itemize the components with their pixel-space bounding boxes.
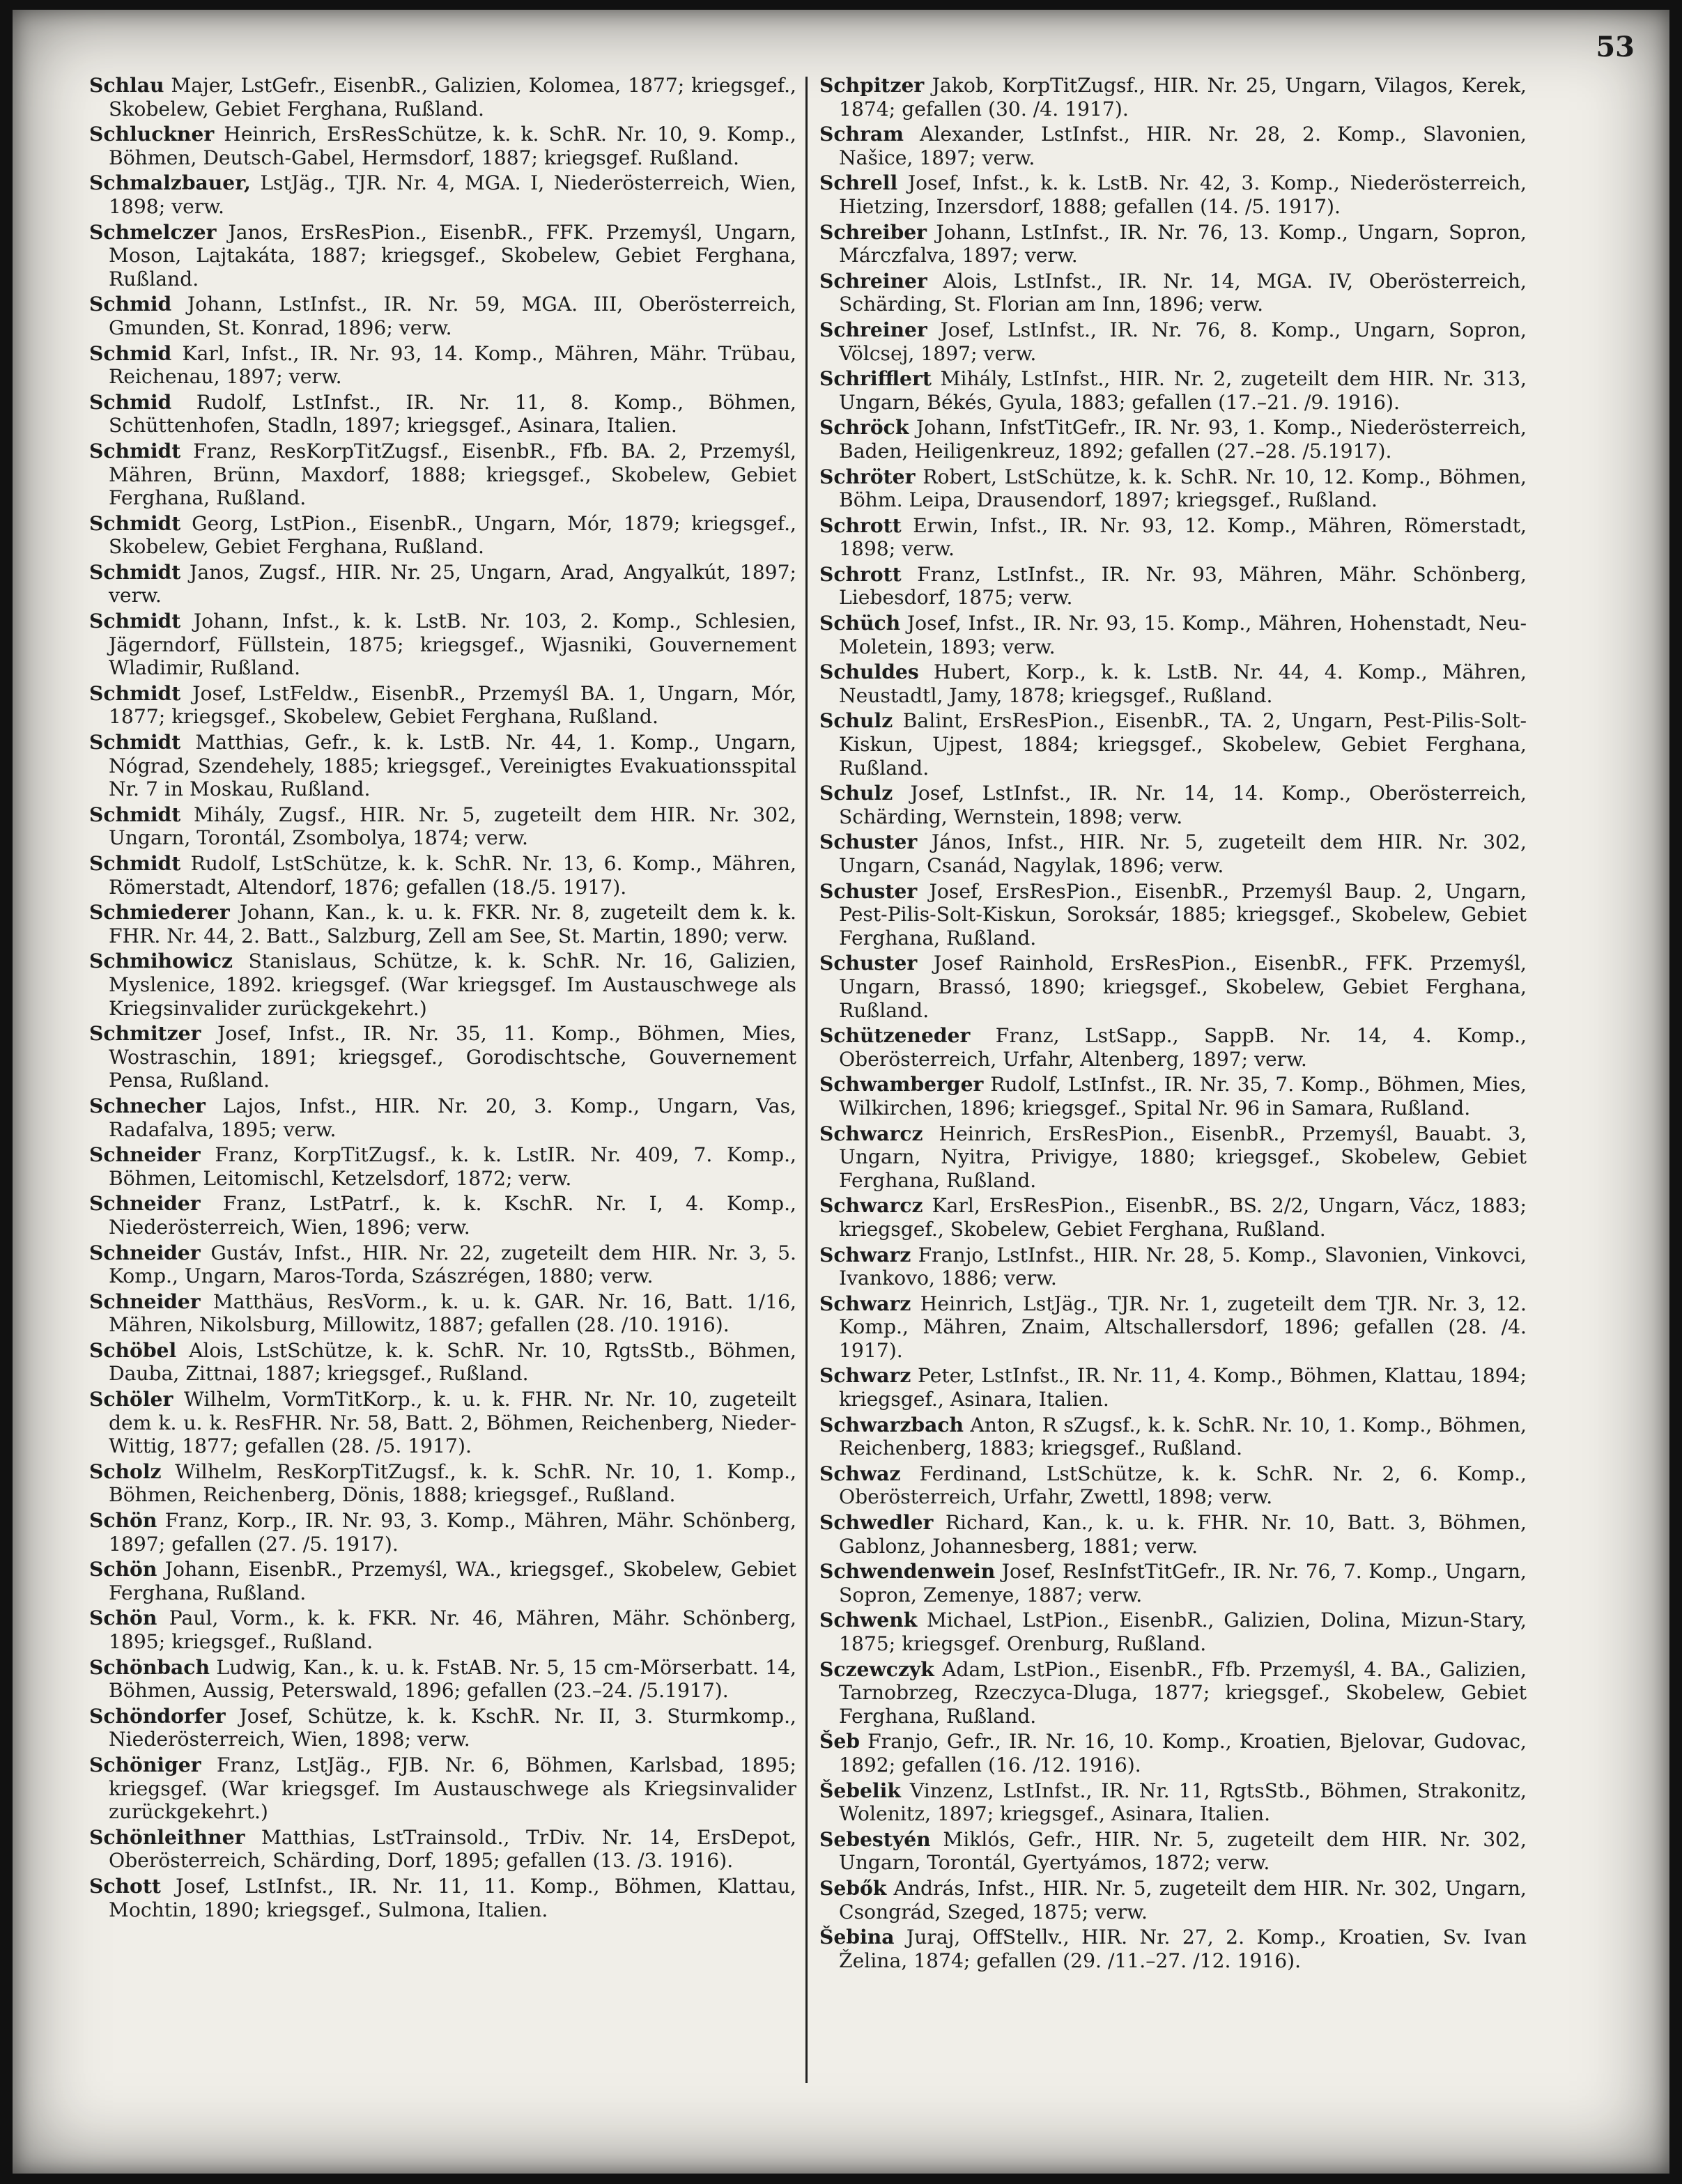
register-entry	[89, 1388, 796, 1458]
entry-details: Josef, LstInfst., IR. Nr. 14, 14. Komp., Oberösterreich, Schärding, Wernstein, 1898; verw.	[839, 782, 1527, 828]
entry-surname: Schram	[819, 123, 904, 146]
entry-details: Richard, Kan., k. u. k. FHR. Nr. 10, Batt. 3, Böhmen, Gablonz, Johannesberg, 1881; verw.	[839, 1511, 1527, 1558]
left-column	[89, 74, 796, 1923]
entry-surname: Schneider	[89, 1290, 201, 1313]
entry-surname: Schreiner	[819, 269, 927, 293]
register-entry	[89, 1656, 796, 1703]
entry-details: János, Infst., HIR. Nr. 5, zugeteilt dem HIR. Nr. 302, Ungarn, Csanád, Nagylak, 1896; verw.	[839, 830, 1527, 877]
entry-details: Josef, LstInfst., IR. Nr. 76, 8. Komp., Ungarn, Sopron, Völcsej, 1897; verw.	[839, 318, 1527, 365]
entry-details: Johann, LstInfst., IR. Nr. 59, MGA. III, Oberösterreich, Gmunden, St. Konrad, 1896; verw.	[109, 293, 796, 339]
register-entry	[819, 1779, 1527, 1826]
register-entry	[819, 660, 1527, 707]
entry-surname: Schöbel	[89, 1338, 177, 1362]
register-entry	[819, 1292, 1527, 1363]
register-entry	[819, 367, 1527, 414]
register-entry	[819, 171, 1527, 218]
entry-details: Wilhelm, ResKorpTitZugsf., k. k. SchR. Nr. 10, 1. Komp., Böhmen, Reichenberg, Dönis, 1888; kriegsgef., Rußland.	[109, 1459, 796, 1507]
register-entry	[819, 1194, 1527, 1241]
register-entry	[89, 852, 796, 899]
entry-surname: Schmidt	[89, 610, 181, 633]
register-entry	[89, 1192, 796, 1239]
entry-surname: Schuster	[819, 952, 918, 975]
entry-details: Josef, Infst., k. k. LstB. Nr. 42, 3. Komp., Niederösterreich, Hietzing, Inzersdorf, 1888; gefallen (14. /5. 1917).	[839, 171, 1527, 218]
entry-details: Matthäus, ResVorm., k. u. k. GAR. Nr. 16, Batt. 1/16, Mähren, Nikolsburg, Millowitz, 1887; gefallen (28. /10. 1916).	[109, 1290, 796, 1337]
entry-surname: Sczewczyk	[819, 1657, 934, 1681]
register-entry	[819, 1414, 1527, 1460]
entry-details: Franz, LstPatrf., k. k. KschR. Nr. I, 4. Komp., Niederösterreich, Wien, 1896; verw.	[109, 1192, 796, 1239]
entry-details: Johann, Kan., k. u. k. FKR. Nr. 8, zugeteilt dem k. k. FHR. Nr. 44, 2. Batt., Salzburg, Zell am See, St. Martin, 1890; verw.	[109, 901, 796, 947]
entry-details: Johann, Infst., k. k. LstB. Nr. 103, 2. Komp., Schlesien, Jägerndorf, Füllstein, 1875; kriegsgef., Wjasniki, Gouvernement Wladimir, Rußland.	[109, 610, 796, 680]
entry-details: Josef, Schütze, k. k. KschR. Nr. II, 3. Sturmkomp., Niederösterreich, Wien, 1898; verw.	[109, 1704, 796, 1751]
entry-details: Erwin, Infst., IR. Nr. 93, 12. Komp., Mähren, Römerstadt, 1898; verw.	[839, 513, 1527, 561]
entry-surname: Schöndorfer	[89, 1704, 226, 1728]
register-entry	[89, 293, 796, 339]
entry-details: Michael, LstPion., EisenbR., Galizien, Dolina, Mizun-Stary, 1875; kriegsgef. Orenburg, Rußland.	[839, 1609, 1527, 1655]
entry-surname: Schröter	[819, 465, 916, 488]
entry-surname: Schpitzer	[819, 74, 925, 97]
register-entry	[819, 1926, 1527, 1972]
entry-surname: Schmidt	[89, 439, 181, 463]
entry-details: Jakob, KorpTitZugsf., HIR. Nr. 25, Ungarn, Vilagos, Kerek, 1874; gefallen (30. /4. 1917).	[839, 74, 1527, 121]
entry-details: Rudolf, LstInfst., IR. Nr. 11, 8. Komp., Böhmen, Schüttenhofen, Stadln, 1897; kriegsgef., Asinara, Italien.	[109, 390, 796, 437]
entry-surname: Šeb	[819, 1730, 860, 1753]
entry-details: Adam, LstPion., EisenbR., Ffb. Przemyśl, 4. BA., Galizien, Tarnobrzeg, Rzeczyca-Dluga, 1877; kriegsgef., Skobelew, Gebiet Ferghana, Rußland.	[839, 1657, 1527, 1728]
register-entry	[819, 270, 1527, 316]
entry-details: Heinrich, LstJäg., TJR. Nr. 1, zugeteilt dem TJR. Nr. 3, 12. Komp., Mähren, Znaim, Altschallersdorf, 1896; gefallen (28. /4. 1917).	[839, 1292, 1527, 1362]
entry-details: Mihály, Zugsf., HIR. Nr. 5, zugeteilt dem HIR. Nr. 302, Ungarn, Torontál, Zsombolya, 1874; verw.	[109, 803, 796, 850]
register-entry	[819, 952, 1527, 1022]
entry-surname: Schrott	[819, 513, 902, 537]
entry-details: Ferdinand, LstSchütze, k. k. SchR. Nr. 2, 6. Komp., Oberösterreich, Urfahr, Zwettl, 1898; verw.	[839, 1462, 1527, 1509]
entry-details: Franz, LstSapp., SappB. Nr. 14, 4. Komp., Oberösterreich, Urfahr, Altenberg, 1897; verw.	[839, 1024, 1527, 1071]
entry-details: Josef, ErsResPion., EisenbR., Przemyśl Baup. 2, Ungarn, Pest-Pilis-Solt-Kiskun, Soroksár, 1885; kriegsgef., Skobelew, Gebiet Ferghana, Rußland.	[839, 879, 1527, 950]
entry-details: Josef Rainhold, ErsResPion., EisenbR., FFK. Przemyśl, Ungarn, Brassó, 1890; kriegsgef., Skobelew, Gebiet Ferghana, Rußland.	[839, 952, 1527, 1022]
entry-surname: Schwarz	[819, 1243, 911, 1267]
entry-surname: Schöler	[89, 1388, 173, 1411]
entry-surname: Schmidt	[89, 731, 181, 754]
entry-details: Juraj, OffStellv., HIR. Nr. 27, 2. Komp., Kroatien, Sv. Ivan Želina, 1874; gefallen (29. /11.–27. /12. 1916).	[839, 1926, 1527, 1972]
register-entry	[89, 1094, 796, 1141]
register-entry	[89, 1022, 796, 1092]
entry-details: Josef, Infst., IR. Nr. 35, 11. Komp., Böhmen, Mies, Wostraschin, 1891; kriegsgef., Gorodischtsche, Gouvernement Pensa, Rußland.	[109, 1022, 796, 1092]
entry-surname: Schwedler	[819, 1511, 934, 1535]
entry-details: Franjo, Gefr., IR. Nr. 16, 10. Komp., Kroatien, Bjelovar, Gudovac, 1892; gefallen (16. /12. 1916).	[839, 1730, 1527, 1776]
register-entry	[819, 1073, 1527, 1120]
entry-details: Josef, LstInfst., IR. Nr. 11, 11. Komp., Böhmen, Klattau, Mochtin, 1890; kriegsgef., Sulmona, Italien.	[109, 1874, 796, 1921]
entry-details: Matthias, LstTrainsold., TrDiv. Nr. 14, ErsDepot, Oberösterreich, Schärding, Dorf, 1895; gefallen (13. /3. 1916).	[109, 1825, 796, 1873]
entry-surname: Schwaz	[819, 1462, 901, 1485]
register-entry	[89, 1290, 796, 1337]
entry-surname: Schmid	[89, 341, 172, 365]
register-entry	[819, 1877, 1527, 1923]
entry-surname: Schreiber	[819, 220, 927, 244]
register-entry	[89, 731, 796, 801]
register-entry	[89, 1460, 796, 1507]
entry-details: Franz, KorpTitZugsf., k. k. LstIR. Nr. 409, 7. Komp., Böhmen, Leitomischl, Ketzelsdorf, 1872; verw.	[109, 1143, 796, 1190]
entry-surname: Schneider	[89, 1241, 201, 1264]
entry-details: Johann, LstInfst., IR. Nr. 76, 13. Komp., Ungarn, Sopron, Márczfalva, 1897; verw.	[839, 220, 1527, 268]
entry-details: Janos, Zugsf., HIR. Nr. 25, Ungarn, Arad, Angyalkút, 1897; verw.	[109, 560, 796, 607]
register-entry	[819, 880, 1527, 950]
entry-surname: Schwendenwein	[819, 1560, 996, 1583]
entry-details: Matthias, Gefr., k. k. LstB. Nr. 44, 1. Komp., Ungarn, Nógrad, Szendehely, 1885; kriegsgef., Vereinigtes Evakuationsspital Nr. 7 in Moskau, Rußland.	[109, 731, 796, 801]
entry-details: Hubert, Korp., k. k. LstB. Nr. 44, 4. Komp., Mähren, Neustadtl, Jamy, 1878; kriegsgef., Rußland.	[839, 660, 1527, 707]
register-entry	[819, 1364, 1527, 1411]
entry-surname: Schmidt	[89, 803, 181, 826]
register-entry	[89, 171, 796, 218]
entry-surname: Schmelczer	[89, 220, 217, 244]
entry-surname: Schmitzer	[89, 1022, 201, 1046]
entry-details: Johann, EisenbR., Przemyśl, WA., kriegsgef., Skobelew, Gebiet Ferghana, Rußland.	[109, 1558, 796, 1604]
entry-details: Alois, LstSchütze, k. k. SchR. Nr. 10, RgtsStb., Böhmen, Dauba, Zittnai, 1887; kriegsgef., Rußland.	[109, 1338, 796, 1386]
register-entry	[89, 391, 796, 437]
register-entry	[819, 612, 1527, 658]
entry-details: Wilhelm, VormTitKorp., k. u. k. FHR. Nr. Nr. 10, zugeteilt dem k. u. k. ResFHR. Nr. 58, Batt. 2, Böhmen, Reichenberg, Nieder-Wittig, 1877; gefallen (28. /5. 1917).	[109, 1388, 796, 1458]
entry-details: Josef, Infst., IR. Nr. 93, 15. Komp., Mähren, Hohenstadt, Neu-Moletein, 1893; verw.	[839, 612, 1527, 658]
register-entry	[819, 709, 1527, 780]
page-number: 53	[1596, 31, 1635, 63]
entry-surname: Schlau	[89, 74, 164, 97]
entry-surname: Schwamberger	[819, 1073, 984, 1097]
register-entry	[819, 1511, 1527, 1558]
entry-surname: Schuster	[819, 830, 918, 854]
entry-details: Franjo, LstInfst., HIR. Nr. 28, 5. Komp., Slavonien, Vinkovci, Ivankovo, 1886; verw.	[839, 1243, 1527, 1290]
register-entry	[819, 1560, 1527, 1606]
entry-details: Franz, LstInfst., IR. Nr. 93, Mähren, Mähr. Schönberg, Liebesdorf, 1875; verw.	[839, 562, 1527, 610]
entry-details: Ludwig, Kan., k. u. k. FstAB. Nr. 5, 15 cm-Mörserbatt. 14, Böhmen, Aussig, Peterswald, 1896; gefallen (23.–24. /5.1917).	[109, 1655, 796, 1703]
entry-details: Alexander, LstInfst., HIR. Nr. 28, 2. Komp., Slavonien, Našice, 1897; verw.	[839, 123, 1527, 169]
register-entry	[819, 1122, 1527, 1193]
entry-details: Karl, Infst., IR. Nr. 93, 14. Komp., Mähren, Mähr. Trübau, Reichenau, 1897; verw.	[109, 341, 796, 389]
document-page	[13, 10, 1669, 2174]
entry-details: Franz, LstJäg., FJB. Nr. 6, Böhmen, Karlsbad, 1895; kriegsgef. (War kriegsgef. Im Austauschwege als Kriegsinvalider zurückgekehrt.)	[109, 1753, 796, 1824]
register-entry	[89, 1241, 796, 1288]
register-entry	[89, 1339, 796, 1386]
register-entry	[819, 1609, 1527, 1655]
register-entry	[819, 563, 1527, 610]
entry-surname: Schmidt	[89, 681, 181, 705]
register-entry	[819, 1730, 1527, 1776]
entry-surname: Sebestyén	[819, 1827, 931, 1851]
entry-details: Majer, LstGefr., EisenbR., Galizien, Kolomea, 1877; kriegsgef., Skobelew, Gebiet Ferghana, Rußland.	[109, 74, 796, 121]
entry-details: Peter, LstInfst., IR. Nr. 11, 4. Komp., Böhmen, Klattau, 1894; kriegsgef., Asinara, Italien.	[839, 1364, 1527, 1411]
entry-surname: Schulz	[819, 782, 893, 805]
entry-surname: Schneider	[89, 1143, 201, 1167]
entry-surname: Schwarz	[819, 1292, 911, 1315]
entry-details: LstJäg., TJR. Nr. 4, MGA. I, Niederösterreich, Wien, 1898; verw.	[109, 171, 796, 218]
entry-surname: Schwenk	[819, 1609, 918, 1632]
entry-surname: Schützeneder	[819, 1024, 971, 1048]
entry-surname: Schöniger	[89, 1753, 201, 1776]
entry-surname: Schmidt	[89, 560, 181, 584]
entry-surname: Schuster	[819, 879, 918, 903]
entry-details: Karl, ErsResPion., EisenbR., BS. 2/2, Ungarn, Vácz, 1883; kriegsgef., Skobelew, Gebiet Ferghana, Rußland.	[839, 1194, 1527, 1241]
entry-details: Balint, ErsResPion., EisenbR., TA. 2, Ungarn, Pest-Pilis-Solt-Kiskun, Ujpest, 1884; kriegsgef., Skobelew, Gebiet Ferghana, Rußland.	[839, 709, 1527, 780]
entry-surname: Schwarz	[819, 1364, 911, 1388]
entry-details: Paul, Vorm., k. k. FKR. Nr. 46, Mähren, Mähr. Schönberg, 1895; kriegsgef., Rußland.	[109, 1606, 796, 1653]
register-entry	[89, 1705, 796, 1751]
register-entry	[89, 610, 796, 680]
register-entry	[89, 950, 796, 1020]
register-entry	[819, 1462, 1527, 1509]
register-entry	[819, 782, 1527, 828]
entry-details: Stanislaus, Schütze, k. k. SchR. Nr. 16, Galizien, Myslenice, 1892. kriegsgef. (War kriegsgef. Im Austauschwege als Kriegsinvalider zurückgekehrt.)	[109, 950, 796, 1020]
entry-details: Robert, LstSchütze, k. k. SchR. Nr. 10, 12. Komp., Böhmen, Böhm. Leipa, Drausendorf, 1897; kriegsgef., Rußland.	[839, 465, 1527, 512]
register-entry	[89, 1875, 796, 1921]
register-entry	[819, 416, 1527, 463]
entry-details: Gustáv, Infst., HIR. Nr. 22, zugeteilt dem HIR. Nr. 3, 5. Komp., Ungarn, Maros-Torda, Szászrégen, 1880; verw.	[109, 1241, 796, 1288]
register-entry	[89, 1826, 796, 1873]
entry-details: Franz, Korp., IR. Nr. 93, 3. Komp., Mähren, Mähr. Schönberg, 1897; gefallen (27. /5. 1917).	[109, 1509, 796, 1556]
entry-details: Rudolf, LstSchütze, k. k. SchR. Nr. 13, 6. Komp., Mähren, Römerstadt, Altendorf, 1876; gefallen (18./5. 1917).	[109, 852, 796, 899]
register-entry	[819, 1828, 1527, 1875]
register-entry	[89, 901, 796, 947]
entry-surname: Schmid	[89, 293, 172, 316]
register-entry	[89, 1558, 796, 1604]
entry-surname: Schulz	[819, 709, 893, 733]
entry-details: Vinzenz, LstInfst., IR. Nr. 11, RgtsStb., Böhmen, Strakonitz, Wolenitz, 1897; kriegsgef., Asinara, Italien.	[839, 1779, 1527, 1826]
entry-details: Miklós, Gefr., HIR. Nr. 5, zugeteilt dem HIR. Nr. 302, Ungarn, Torontál, Gyertyámos, 1872; verw.	[839, 1827, 1527, 1875]
register-entry	[89, 561, 796, 607]
entry-surname: Schrell	[819, 171, 898, 195]
register-entry	[89, 74, 796, 121]
register-entry	[819, 465, 1527, 512]
entry-details: Georg, LstPion., EisenbR., Ungarn, Mór, 1879; kriegsgef., Skobelew, Gebiet Ferghana, Rußland.	[109, 511, 796, 559]
entry-surname: Schönleithner	[89, 1825, 245, 1849]
register-entry	[819, 318, 1527, 365]
entry-details: Franz, ResKorpTitZugsf., EisenbR., Ffb. BA. 2, Przemyśl, Mähren, Brünn, Maxdorf, 1888; kriegsgef., Skobelew, Gebiet Ferghana, Rußland.	[109, 439, 796, 510]
entry-details: Anton, R sZugsf., k. k. SchR. Nr. 10, 1. Komp., Böhmen, Reichenberg, 1883; kriegsgef., Rußland.	[839, 1413, 1527, 1460]
entry-surname: Scholz	[89, 1459, 162, 1483]
entry-surname: Sebők	[819, 1876, 887, 1900]
register-entry	[89, 221, 796, 291]
entry-details: András, Infst., HIR. Nr. 5, zugeteilt dem HIR. Nr. 302, Ungarn, Csongrád, Szeged, 1875; verw.	[839, 1876, 1527, 1923]
right-column	[819, 74, 1527, 1974]
entry-surname: Schmihowicz	[89, 950, 233, 973]
entry-details: Josef, LstFeldw., EisenbR., Przemyśl BA. 1, Ungarn, Mór, 1877; kriegsgef., Skobelew, Gebiet Ferghana, Rußland.	[109, 681, 796, 729]
entry-surname: Schuldes	[819, 660, 919, 684]
entry-details: Alois, LstInfst., IR. Nr. 14, MGA. IV, Oberösterreich, Schärding, St. Florian am Inn, 1896; verw.	[839, 269, 1527, 316]
entry-surname: Schnecher	[89, 1094, 206, 1117]
register-entry	[89, 1143, 796, 1190]
entry-surname: Schön	[89, 1509, 157, 1533]
entry-surname: Schluckner	[89, 123, 215, 146]
entry-surname: Schneider	[89, 1192, 201, 1216]
entry-surname: Schön	[89, 1606, 157, 1630]
entry-details: Janos, ErsResPion., EisenbR., FFK. Przemyśl, Ungarn, Moson, Lajtakáta, 1887; kriegsgef., Skobelew, Gebiet Ferghana, Rußland.	[109, 220, 796, 291]
entry-details: Lajos, Infst., HIR. Nr. 20, 3. Komp., Ungarn, Vas, Radafalva, 1895; verw.	[109, 1094, 796, 1141]
entry-surname: Schott	[89, 1874, 161, 1898]
register-entry	[819, 123, 1527, 169]
register-entry	[819, 1244, 1527, 1290]
entry-surname: Schön	[89, 1558, 157, 1581]
register-entry	[89, 342, 796, 389]
entry-details: Mihály, LstInfst., HIR. Nr. 2, zugeteilt dem HIR. Nr. 313, Ungarn, Békés, Gyula, 1883; gefallen (17.–21. /9. 1916).	[839, 367, 1527, 414]
register-entry	[89, 1753, 796, 1824]
register-entry	[819, 1658, 1527, 1728]
entry-surname: Schwarzbach	[819, 1413, 964, 1436]
entry-details: Johann, InfstTitGefr., IR. Nr. 93, 1. Komp., Niederösterreich, Baden, Heiligenkreuz, 1892; gefallen (27.–28. /5.1917).	[839, 416, 1527, 463]
entry-details: Rudolf, LstInfst., IR. Nr. 35, 7. Komp., Böhmen, Mies, Wilkirchen, 1896; kriegsgef., Spital Nr. 96 in Samara, Rußland.	[839, 1073, 1527, 1120]
entry-surname: Šebelik	[819, 1779, 901, 1802]
register-entry	[89, 803, 796, 850]
register-entry	[89, 682, 796, 729]
entry-surname: Schmidt	[89, 852, 181, 875]
column-divider	[805, 77, 808, 2083]
entry-surname: Schrott	[819, 562, 902, 586]
register-entry	[89, 512, 796, 559]
entry-surname: Schmid	[89, 390, 172, 414]
register-entry	[89, 1509, 796, 1556]
register-entry	[819, 830, 1527, 877]
entry-surname: Schmidt	[89, 511, 181, 535]
register-entry	[819, 1024, 1527, 1071]
register-entry	[89, 1606, 796, 1653]
entry-surname: Šebina	[819, 1926, 895, 1949]
entry-details: Heinrich, ErsResPion., EisenbR., Przemyśl, Bauabt. 3, Ungarn, Nyitra, Privigye, 1880; kriegsgef., Skobelew, Gebiet Ferghana, Rußland.	[839, 1122, 1527, 1192]
register-entry	[89, 440, 796, 510]
register-entry	[819, 514, 1527, 561]
entry-details: Heinrich, ErsResSchütze, k. k. SchR. Nr. 10, 9. Komp., Böhmen, Deutsch-Gabel, Hermsdorf, 1887; kriegsgef. Rußland.	[109, 123, 796, 169]
register-entry	[819, 221, 1527, 268]
entry-details: Josef, ResInfstTitGefr., IR. Nr. 76, 7. Komp., Ungarn, Sopron, Zemenye, 1887; verw.	[839, 1560, 1527, 1606]
entry-surname: Schröck	[819, 416, 909, 440]
entry-surname: Schmiederer	[89, 901, 230, 924]
register-entry	[89, 123, 796, 169]
entry-surname: Schwarcz	[819, 1194, 923, 1218]
register-entry	[819, 74, 1527, 121]
entry-surname: Schmalzbauer,	[89, 171, 251, 195]
entry-surname: Schwarcz	[819, 1122, 923, 1145]
entry-surname: Schüch	[819, 612, 901, 635]
entry-surname: Schönbach	[89, 1655, 210, 1679]
entry-surname: Schrifflert	[819, 367, 932, 391]
entry-surname: Schreiner	[819, 318, 927, 341]
